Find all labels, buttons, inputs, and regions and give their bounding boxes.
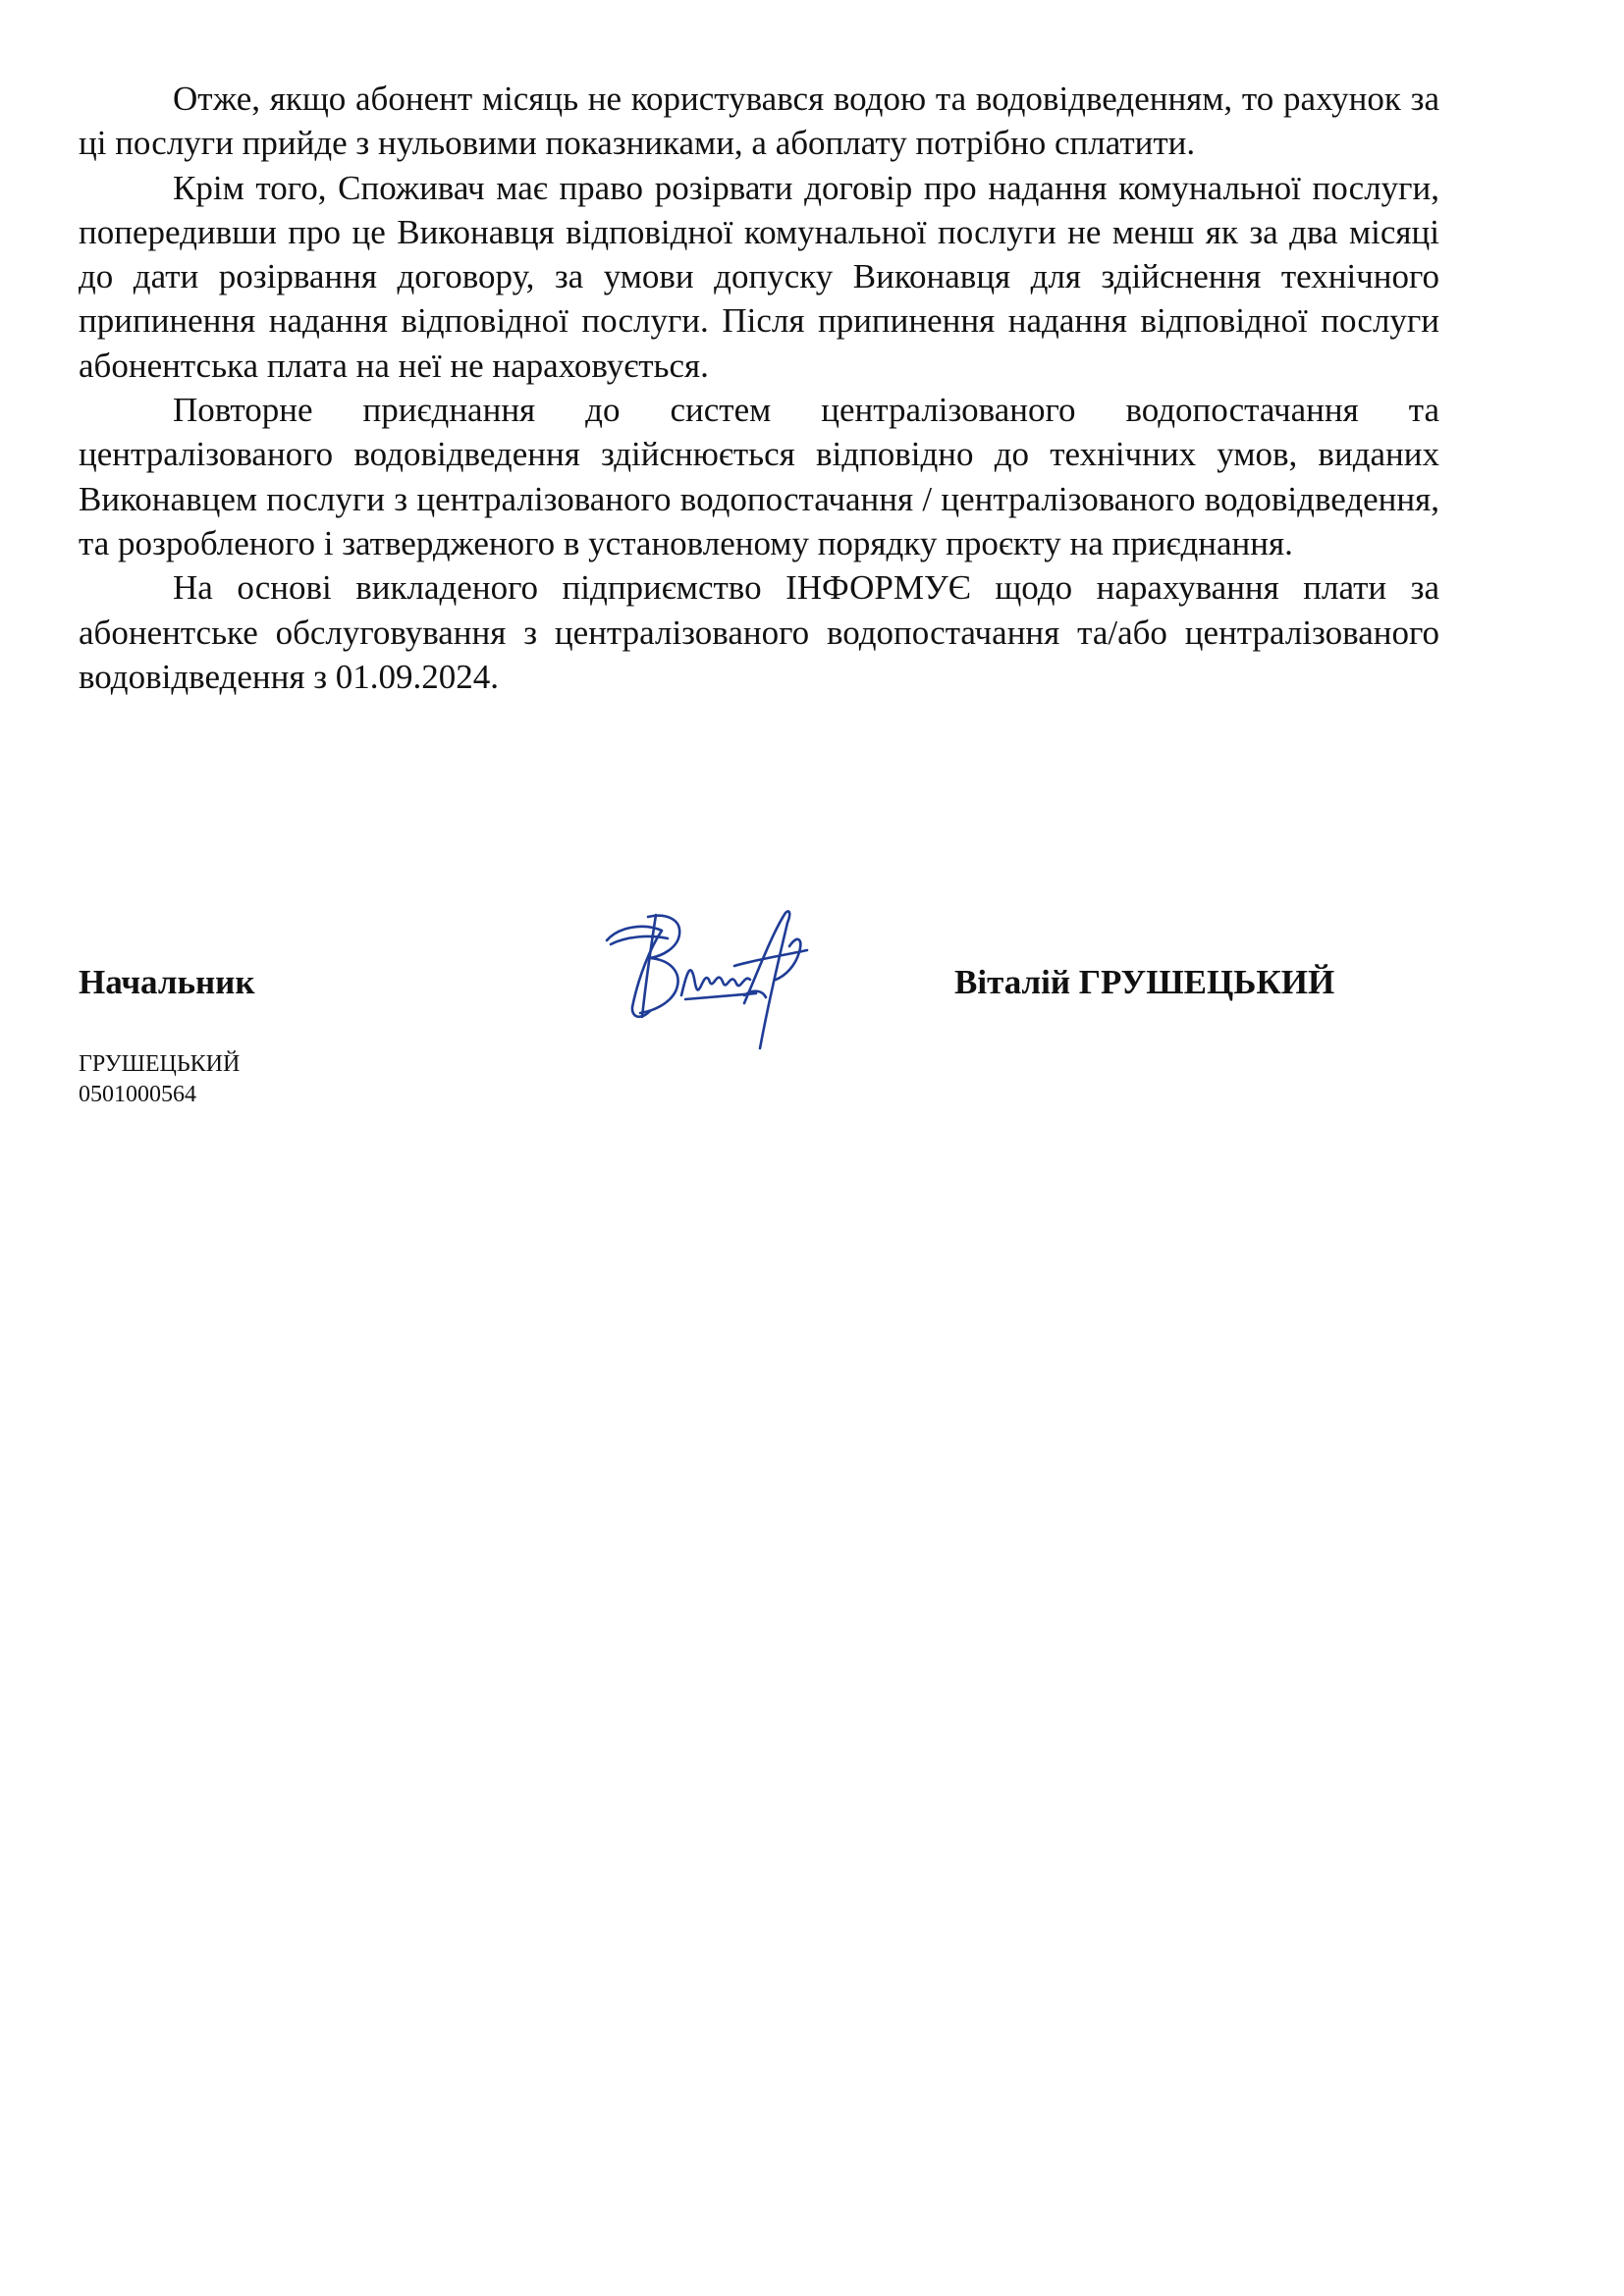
paragraph-notice: На основі викладеного підприємство ІНФОРМУЄ щодо нарахування плати за абонентське обслуговування з централізованого водопостачання та/або централізованого водовідведення з 01.09.2024. [79, 568, 1439, 696]
signer-name: Віталій ГРУШЕЦЬКИЙ [954, 963, 1335, 1001]
signer-role: Начальник [79, 963, 255, 1001]
paragraph-reconnection: Повторне приєднання до систем централізованого водопостачання та централізованого водовідведення здійснюється відповідно до технічних умов, виданих Виконавцем послуги з централізованого водопостачання / централізованого водовідведення, та розробленого і затвердженого в установленому порядку проєкту на приєднання. [79, 391, 1439, 562]
executor-block [79, 1049, 240, 1110]
executor-surname: ГРУШЕЦЬКИЙ [79, 1051, 241, 1077]
letter-body [79, 77, 1439, 699]
executor-phone: 0501000564 [79, 1082, 196, 1107]
paragraph-zero-readings: Отже, якщо абонент місяць не користувався водою та водовідведенням, то рахунок за ці послуги прийде з нульовими показниками, а абоплату потрібно сплатити. [79, 80, 1439, 163]
paragraph-contract-termination: Крім того, Споживач має право розірвати договір про надання комунальної послуги, попередивши про це Виконавця відповідної комунальної послуги не менш як за два місяці до дати розірвання договору, за умови допуску Виконавця для здійснення технічного припинення надання відповідної послуги. Після припинення надання відповідної послуги абонентська плата на неї не нараховується. [79, 168, 1439, 385]
handwritten-signature [597, 901, 825, 1058]
